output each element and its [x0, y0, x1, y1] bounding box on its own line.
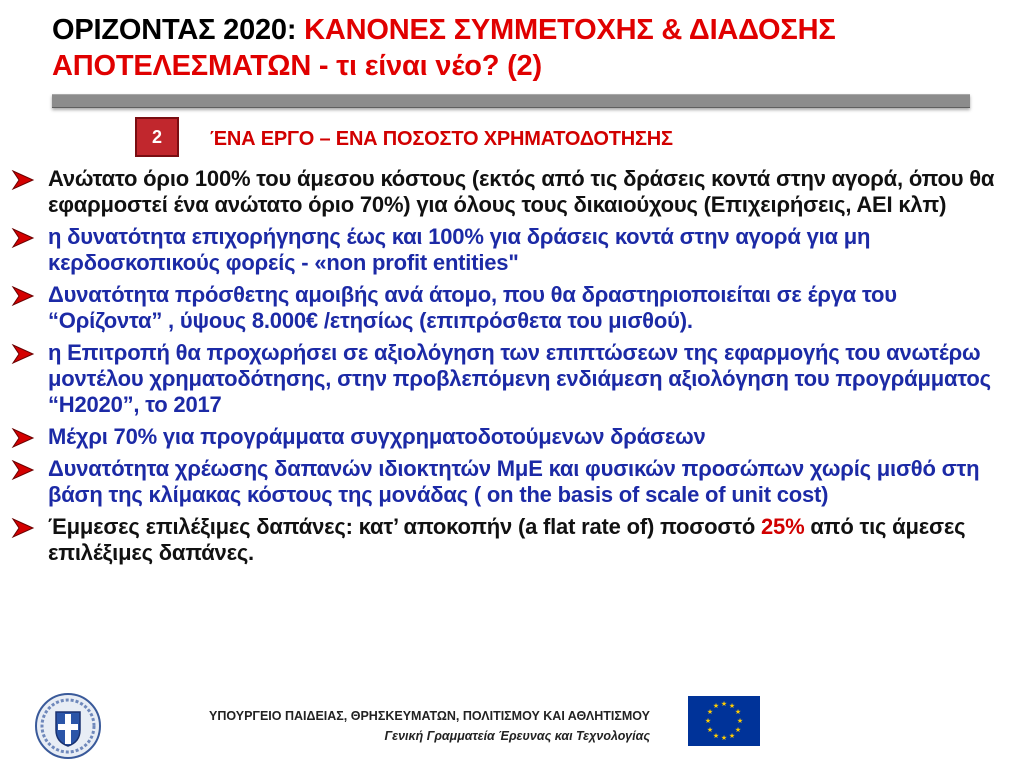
svg-text:★: ★ — [734, 726, 742, 734]
bullet-text-before: Έμμεσες επιλέξιμες δαπάνες: κατ’ αποκοπήν (a flat rate of) ποσοστό — [48, 514, 761, 539]
greek-coat-of-arms-seal-icon — [34, 692, 102, 760]
slide-title — [52, 12, 992, 84]
bullet-item — [10, 456, 1000, 508]
bullet-item — [10, 340, 1000, 418]
percentage-highlight: 25% — [761, 514, 805, 539]
bullet-list — [10, 166, 1000, 572]
footer-credits — [110, 706, 650, 746]
bullet-text: Ανώτατο όριο 100% του άμεσου κόστους (εκτός από τις δράσεις κοντά στην αγορά, όπου θα εφαρμοστεί ένα ανώτατο όριο 70%) για όλους τους δικαιούχους (Επιχειρήσεις, ΑΕΙ κλπ) — [48, 166, 995, 217]
arrow-bullet-icon — [10, 427, 36, 449]
title-program: ΟΡΙΖΟΝΤΑΣ 2020: — [52, 14, 305, 46]
svg-text:★: ★ — [706, 708, 714, 716]
arrow-bullet-icon — [10, 285, 36, 307]
section-heading: ΈΝΑ ΕΡΓΟ – ΕΝΑ ΠΟΣΟΣΤΟ ΧΡΗΜΑΤΟΔΟΤΗΣΗΣ — [210, 128, 673, 150]
title-line-1 — [52, 12, 992, 48]
bullet-text: Δυνατότητα πρόσθετης αμοιβής ανά άτομο, που θα δραστηριοποιείται σε έργα του “Ορίζοντα” , ύψους 8.000€ /ετησίως (επιπρόσθετα του μισθού). — [48, 282, 897, 333]
eu-flag-icon — [688, 696, 760, 746]
bullet-item — [10, 282, 1000, 334]
section-number-badge: 2 — [135, 117, 179, 157]
svg-text:★: ★ — [734, 708, 742, 716]
bullet-item — [10, 514, 1000, 566]
title-divider — [52, 94, 970, 108]
footer-secretariat: Γενική Γραμματεία Έρευνας και Τεχνολογίας — [384, 729, 650, 743]
bullet-item — [10, 424, 1000, 450]
bullet-text: Μέχρι 70% για προγράμματα συγχρηματοδοτούμενων δράσεων — [48, 424, 706, 449]
arrow-bullet-icon — [10, 227, 36, 249]
svg-text:★: ★ — [728, 732, 736, 740]
bullet-text: η Επιτροπή θα προχωρήσει σε αξιολόγηση των επιπτώσεων της εφαρμογής του ανωτέρω μοντέλου χρηματοδότησης, στην προβλεπόμενη ενδιάμεση αξιολόγηση του προγράμματος “Η2020”, το 2017 — [48, 340, 991, 417]
svg-text:★: ★ — [720, 700, 728, 708]
arrow-bullet-icon — [10, 169, 36, 191]
svg-text:★: ★ — [720, 734, 728, 742]
svg-text:★: ★ — [736, 717, 744, 725]
svg-text:★: ★ — [712, 702, 720, 710]
svg-text:★: ★ — [706, 726, 714, 734]
arrow-bullet-icon — [10, 459, 36, 481]
arrow-bullet-icon — [10, 343, 36, 365]
bullet-item — [10, 166, 1000, 218]
bullet-text: Δυνατότητα χρέωσης δαπανών ιδιοκτητών ΜμΕ και φυσικών προσώπων χωρίς μισθό στη βάση της κλίμακας κόστους της μονάδας ( on the basis of scale of unit cost) — [48, 456, 980, 507]
bullet-text-after: από τις άμεσες επιλέξιμες δαπάνες. — [48, 514, 966, 565]
svg-text:★: ★ — [704, 717, 712, 725]
title-topic: ΚΑΝΟΝΕΣ ΣΥΜΜΕΤΟΧΗΣ & ΔΙΑΔΟΣΗΣ — [304, 14, 836, 46]
bullet-item — [10, 224, 1000, 276]
arrow-bullet-icon — [10, 517, 36, 539]
bullet-text: η δυνατότητα επιχορήγησης έως και 100% για δράσεις κοντά στην αγορά για μη κερδοσκοπικούς φορείς - «non profit entities" — [48, 224, 871, 275]
svg-text:★: ★ — [728, 702, 736, 710]
svg-text:★: ★ — [712, 732, 720, 740]
title-line-2: ΑΠΟΤΕΛΕΣΜΑΤΩΝ - τι είναι νέο? (2) — [52, 50, 542, 82]
footer-ministry: ΥΠΟΥΡΓΕΙΟ ΠΑΙΔΕΙΑΣ, ΘΡΗΣΚΕΥΜΑΤΩΝ, ΠΟΛΙΤΙΣΜΟΥ ΚΑΙ ΑΘΛΗΤΙΣΜΟΥ — [209, 709, 650, 723]
